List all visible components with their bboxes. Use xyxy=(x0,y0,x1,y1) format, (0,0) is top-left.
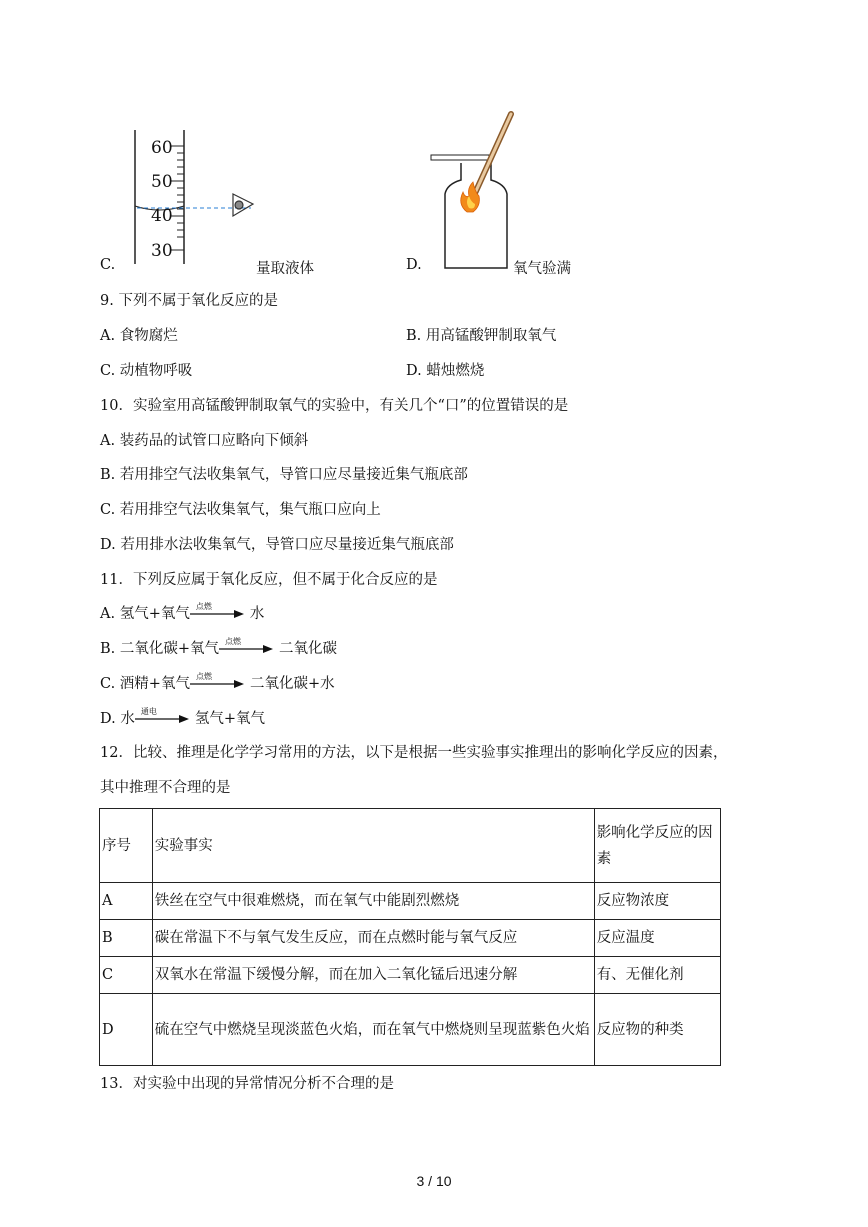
page-number: 3 / 10 xyxy=(416,1173,452,1189)
gas-bottle-figure xyxy=(425,108,525,273)
table-cell: 碳在常温下不与氧气发生反应，而在点燃时能与氧气反应 xyxy=(152,920,594,957)
header-cell: 影响化学反应的因素 xyxy=(594,809,720,883)
reactants: D. 水 xyxy=(100,711,135,727)
q9-option-d: D. 蜡烛燃烧 xyxy=(406,363,485,379)
q10-stem: 10．实验室用高锰酸钾制取氧气的实验中，有关几个“口”的位置错误的是 xyxy=(100,398,569,414)
header-cell: 序号 xyxy=(100,809,153,883)
reaction-arrow xyxy=(190,672,246,691)
reaction-arrow xyxy=(190,602,246,621)
reactants: B. 二氧化碳+氧气 xyxy=(100,641,220,657)
table-cell: 双氧水在常温下缓慢分解，而在加入二氧化锰后迅速分解 xyxy=(152,957,594,994)
table-cell: 有、无催化剂 xyxy=(594,957,720,994)
reactants: A. 氢气+氧气 xyxy=(100,606,190,622)
option-c-letter: C. xyxy=(100,257,116,273)
table-cell: C xyxy=(100,957,153,994)
q12-table xyxy=(99,808,721,1066)
graduated-cylinder-figure xyxy=(115,128,260,268)
reaction-arrow xyxy=(135,707,191,726)
table-cell: 反应物浓度 xyxy=(594,883,720,920)
reaction-condition: 点燃 xyxy=(195,602,212,611)
scale-label-40: 40 xyxy=(151,206,173,226)
q9-option-c: C. 动植物呼吸 xyxy=(100,363,193,379)
option-d-caption: 氧气验满 xyxy=(513,261,571,277)
option-d-letter: D. xyxy=(406,257,422,273)
table-cell: 铁丝在空气中很难燃烧，而在氧气中能剧烈燃烧 xyxy=(152,883,594,920)
option-c-caption: 量取液体 xyxy=(256,261,314,277)
q12-stem-line2: 其中推理不合理的是 xyxy=(100,780,231,796)
reaction-arrow xyxy=(219,637,275,656)
q10-option-c: C. 若用排空气法收集氧气，集气瓶口应向上 xyxy=(100,502,381,518)
q12-stem-line1: 12．比较、推理是化学学习常用的方法，以下是根据一些实验事实推理出的影响化学反应的因素， xyxy=(100,745,728,761)
q9-stem: 9. 下列不属于氧化反应的是 xyxy=(100,293,278,309)
q11-stem: 11．下列反应属于氧化反应，但不属于化合反应的是 xyxy=(100,572,438,588)
eye-icon xyxy=(233,194,253,216)
products: 二氧化碳 xyxy=(279,641,338,657)
q11-option-a xyxy=(100,602,264,623)
reaction-condition: 点燃 xyxy=(225,637,242,646)
reaction-condition: 通电 xyxy=(140,707,157,716)
q11-option-c xyxy=(100,672,335,693)
table-cell: B xyxy=(100,920,153,957)
products: 水 xyxy=(249,606,265,622)
table-cell: A xyxy=(100,883,153,920)
q11-option-d xyxy=(100,707,265,728)
scale-label-50: 50 xyxy=(151,172,173,192)
q13-stem: 13．对实验中出现的异常情况分析不合理的是 xyxy=(100,1076,394,1092)
reactants: C. 酒精+氧气 xyxy=(100,676,190,692)
table-cell: D xyxy=(100,994,153,1066)
header-cell: 实验事实 xyxy=(152,809,594,883)
q10-option-d: D. 若用排水法收集氧气，导管口应尽量接近集气瓶底部 xyxy=(100,537,454,553)
q11-option-b xyxy=(100,637,337,658)
table-row xyxy=(100,957,721,994)
table-row xyxy=(100,920,721,957)
table-row xyxy=(100,994,721,1066)
table-cell: 反应物的种类 xyxy=(594,994,720,1066)
scale-label-30: 30 xyxy=(151,241,173,261)
q10-option-b: B. 若用排空气法收集氧气，导管口应尽量接近集气瓶底部 xyxy=(100,467,468,483)
q9-option-b: B. 用高锰酸钾制取氧气 xyxy=(406,328,557,344)
table-cell: 反应温度 xyxy=(594,920,720,957)
reaction-condition: 点燃 xyxy=(195,672,212,681)
table-cell: 硫在空气中燃烧呈现淡蓝色火焰，而在氧气中燃烧则呈现蓝紫色火焰 xyxy=(152,994,594,1066)
q10-option-a: A. 装药品的试管口应略向下倾斜 xyxy=(100,433,309,449)
products: 二氧化碳+水 xyxy=(249,676,335,692)
scale-label-60: 60 xyxy=(151,138,173,158)
table-header-row xyxy=(100,809,721,883)
table-row xyxy=(100,883,721,920)
q9-option-a: A. 食物腐烂 xyxy=(100,328,178,344)
products: 氢气+氧气 xyxy=(194,711,265,727)
